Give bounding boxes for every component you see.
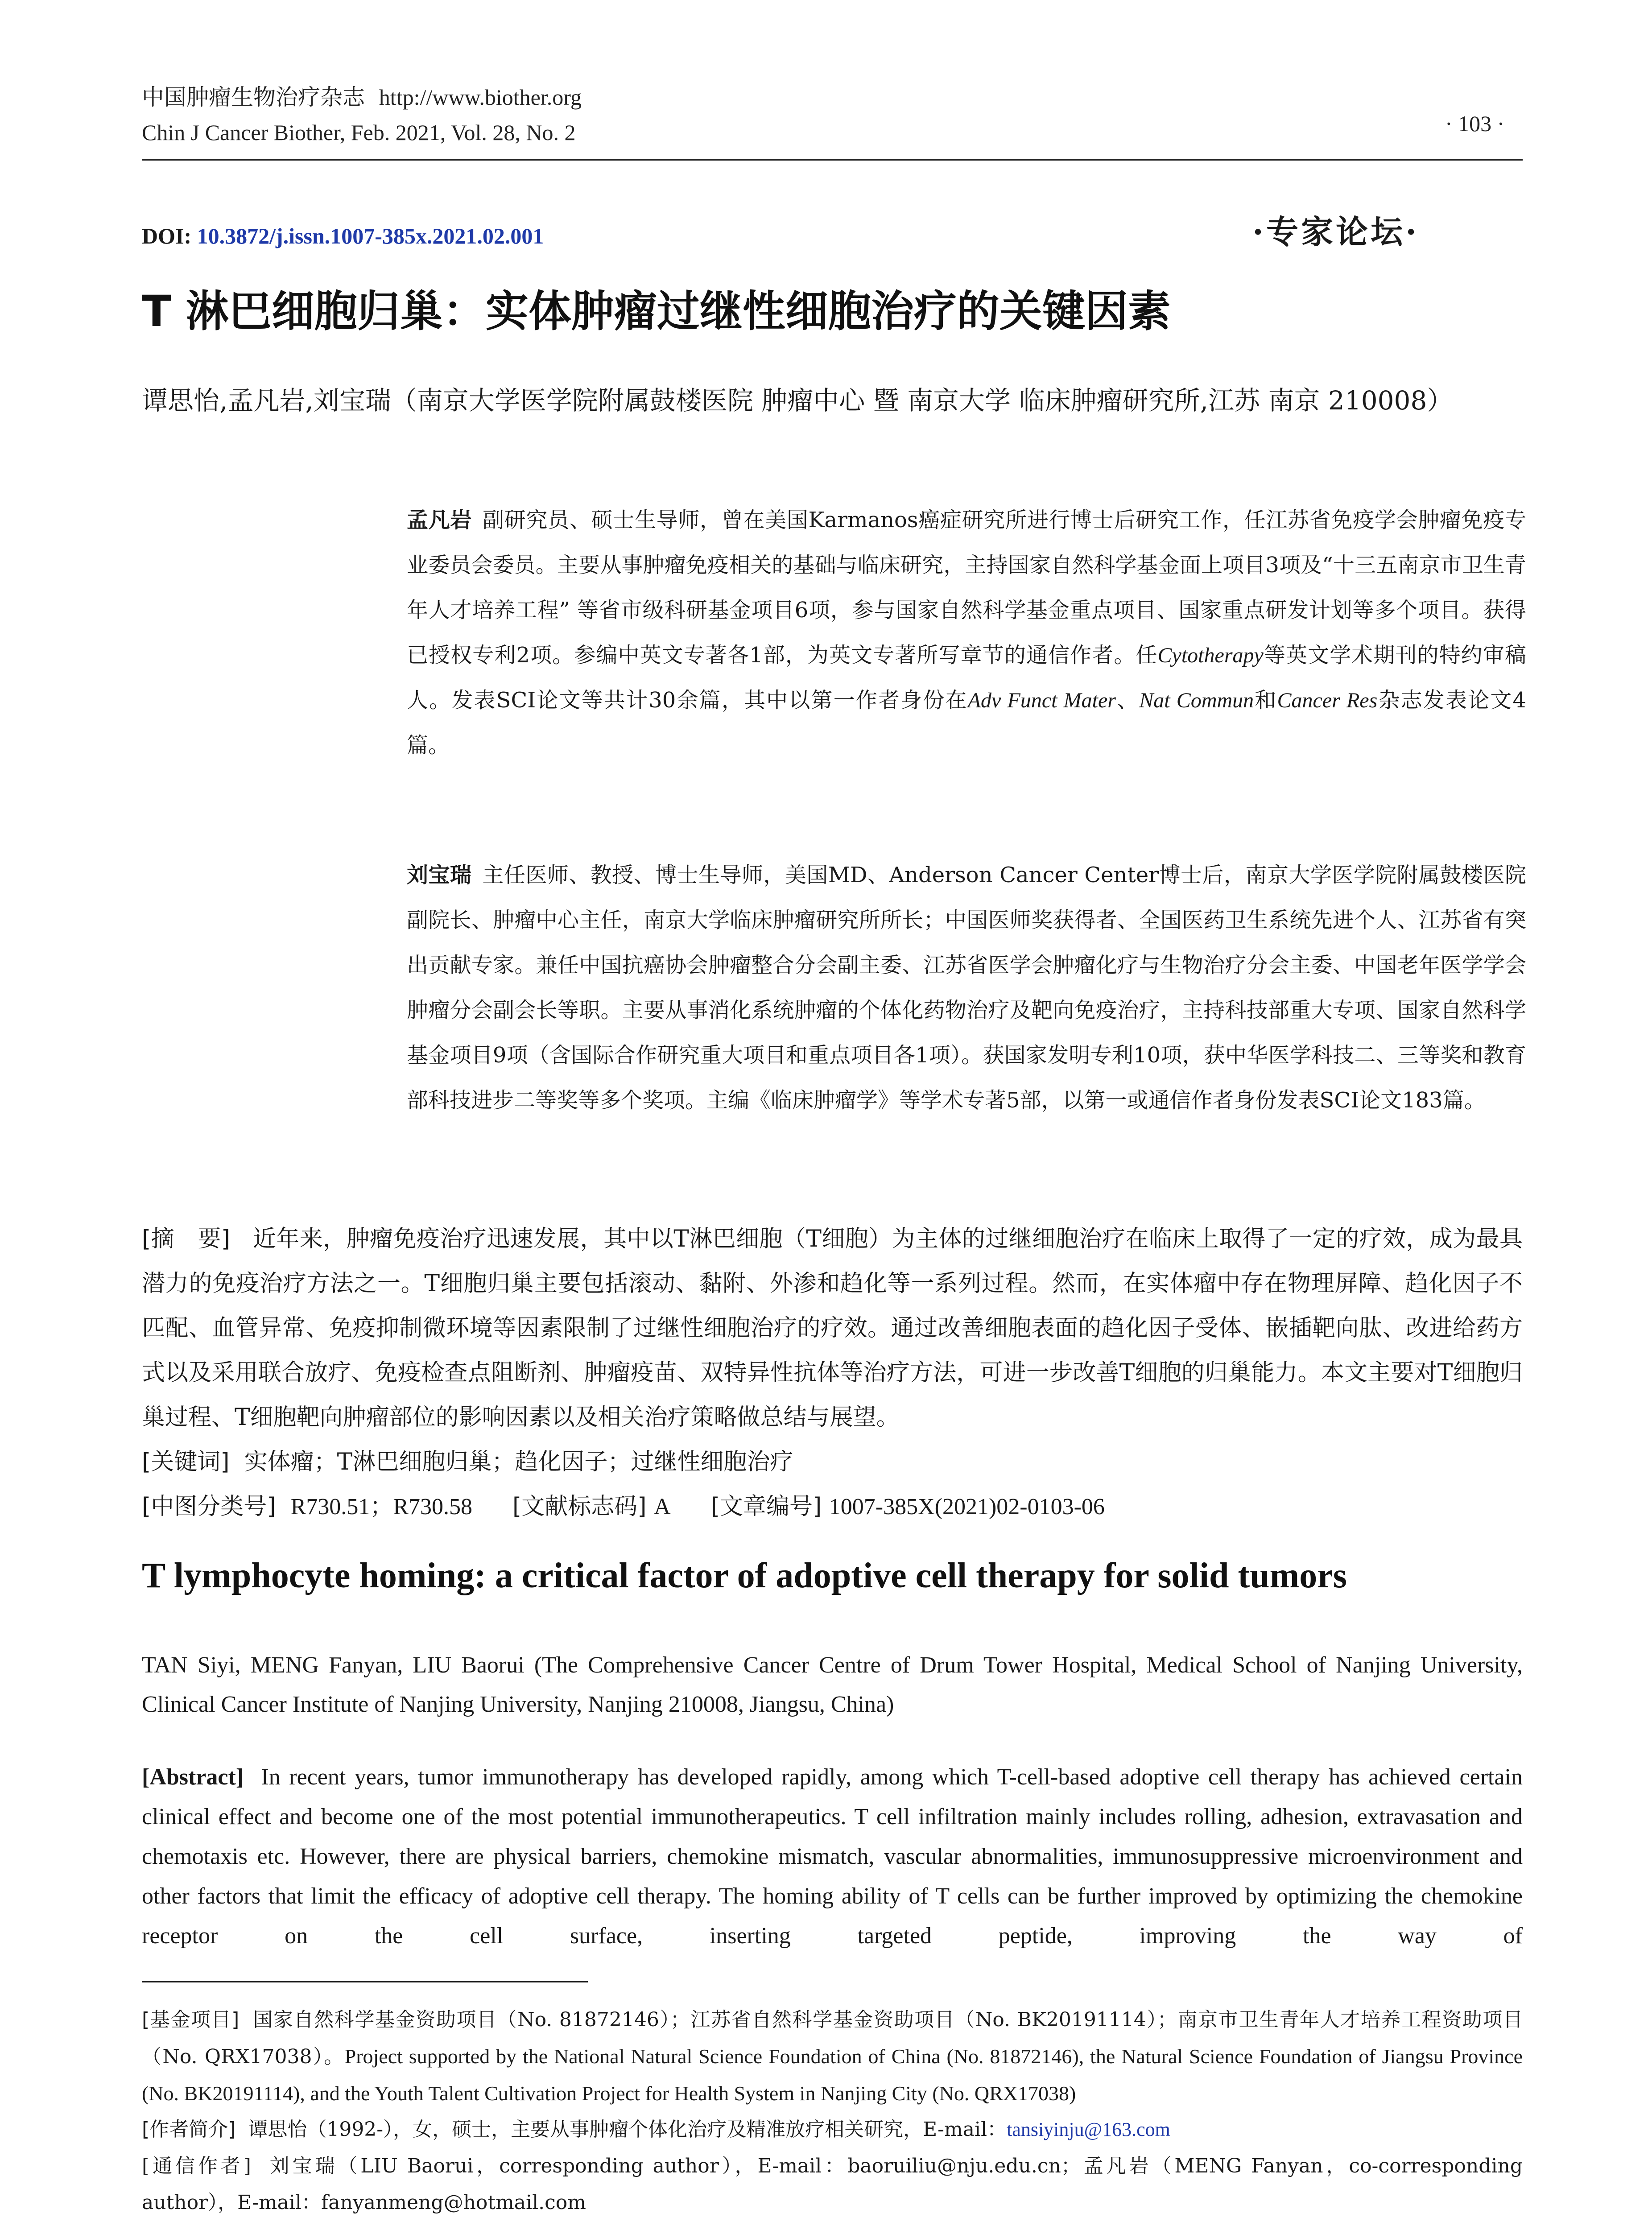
- corresponding-text: 刘宝瑞（LIU Baorui，corresponding author），E-mail：baoruiliu@nju.edu.cn；孟凡岩（MENG Fanyan，co-corresponding author），E-mail：fanyanmeng@hotmail.com: [142, 2155, 1523, 2214]
- author-intro-text: 谭思怡（1992-），女，硕士，主要从事肿瘤个体化治疗及精准放疗相关研究，E-mail：: [248, 2118, 1007, 2141]
- doi-label: DOI:: [142, 223, 192, 248]
- author-intro-label: [作者简介]: [142, 2118, 236, 2141]
- abstract-en-label: [Abstract]: [142, 1764, 244, 1790]
- article-title-cn: T 淋巴细胞归巢：实体肿瘤过继性细胞治疗的关键因素: [142, 286, 1171, 336]
- footnote-rule: [142, 1981, 588, 1982]
- article-number-label: [文章编号]: [710, 1493, 822, 1520]
- journal-header-cn: [142, 79, 582, 112]
- funding-label: [基金项目]: [142, 2008, 240, 2031]
- bio-liu-baorui: 刘宝瑞 主任医师、教授、博士生导师，美国MD、Anderson Cancer Center博士后，南京大学医学院附属鼓楼医院副院长、肿瘤中心主任，南京大学临床肿瘤研究所所长；中国医师奖获得者、全国医药卫生系统先进个人、江苏省有突出贡献专家。兼任中国抗癌协会肿瘤整合分会副主委、江苏省医学会肿瘤化疗与生物治疗分会主委、中国老年医学学会肿瘤分会副会长等职。主要从事消化系统肿瘤的个体化药物治疗及靶向免疫治疗，主持科技部重大专项、国家自然科学基金项目9项（含国际合作研究重大项目和重点项目各1项）。获国家发明专利10项，获中华医学科技二、三等奖和教育部科技进步二等奖等多个奖项。主编《临床肿瘤学》等学术专著5部，以第一或通信作者身份发表SCI论文183篇。: [407, 863, 1526, 1113]
- abstract-label: [摘 要]: [142, 1226, 231, 1252]
- footnote-corresponding: [142, 2148, 1523, 2221]
- page-number: · 103 ·: [1445, 111, 1505, 136]
- journal-header-en: Chin J Cancer Biother, Feb. 2021, Vol. 28, No. 2: [142, 120, 576, 145]
- footnote-funding: [142, 2002, 1523, 2112]
- article-number-value: 1007-385X(2021)02-0103-06: [829, 1494, 1105, 1520]
- footnote-author-intro: [142, 2111, 1523, 2148]
- doi-link[interactable]: 10.3872/j.issn.1007-385x.2021.02.001: [197, 223, 544, 248]
- journal-name-cn: 中国肿瘤生物治疗杂志: [142, 84, 365, 110]
- bio-name: 刘宝瑞: [407, 863, 472, 888]
- funding-text-en: Project supported by the National Natural Science Foundation of China (No. 81872146), the Natural Science Foundation of Jiangsu Province (No. BK20191114), and the Youth Talent Cultivation Project for Health System in Nanjing City (No. QRX17038): [142, 2045, 1523, 2105]
- bio-name: 孟凡岩: [407, 508, 472, 533]
- author-email-link[interactable]: tansiyinju@163.com: [1007, 2118, 1170, 2140]
- corresponding-label: [通信作者]: [142, 2155, 251, 2177]
- abstract-text: 近年来，肿瘤免疫治疗迅速发展，其中以T淋巴细胞（T细胞）为主体的过继细胞治疗在临床上取得了一定的疗效，成为最具潜力的免疫治疗方法之一。T细胞归巢主要包括滚动、黏附、外渗和趋化等一系列过程。然而，在实体瘤中存在物理屏障、趋化因子不匹配、血管异常、免疫抑制微环境等因素限制了过继性细胞治疗的疗效。通过改善细胞表面的趋化因子受体、嵌插靶向肽、改进给药方式以及采用联合放疗、免疫检查点阻断剂、肿瘤疫苗、双特异性抗体等治疗方法，可进一步改善T细胞的归巢能力。本文主要对T细胞归巢过程、T细胞靶向肿瘤部位的影响因素以及相关治疗策略做总结与展望。: [142, 1226, 1523, 1431]
- keywords-text: 实体瘤；T淋巴细胞归巢；趋化因子；过继性细胞治疗: [244, 1449, 793, 1475]
- clc-label: [中图分类号]: [142, 1493, 276, 1520]
- doc-code-label: [文献标志码]: [512, 1493, 647, 1520]
- keywords-label: [关键词]: [142, 1449, 230, 1475]
- authors-affiliation-cn: 谭思怡,孟凡岩,刘宝瑞（南京大学医学院附属鼓楼医院 肿瘤中心 暨 南京大学 临床肿瘤研究所,江苏 南京 210008）: [142, 385, 1453, 416]
- funding-text-cn: 国家自然科学基金资助项目（No. 81872146）；江苏省自然科学基金资助项目（No. BK20191114）；南京市卫生青年人才培养工程资助项目（No. QRX17038）。: [142, 2008, 1523, 2068]
- clc-value: R730.51；R730.58: [290, 1494, 473, 1520]
- abstract-en: [142, 1757, 1523, 1956]
- abstract-en-text: In recent years, tumor immunotherapy has developed rapidly, among which T-cell-based adoptive cell therapy has achieved certain clinical effect and become one of the most potential immunotherapeutics. T cell infiltration mainly includes rolling, adhesion, extravasation and chemotaxis etc. However, there are physical barriers, chemokine mismatch, vascular abnormalities, immunosuppressive microenvironment and other factors that limit the efficacy of adoptive cell therapy. The homing ability of T cells can be further improved by optimizing the chemokine receptor on the cell surface, inserting targeted peptide, improving the way of: [142, 1764, 1523, 1949]
- authors-affiliation-en: TAN Siyi, MENG Fanyan, LIU Baorui (The Comprehensive Cancer Centre of Drum Tower Hospital, Medical School of Nanjing University, Clinical Cancer Institute of Nanjing University, Nanjing 210008, Jiangsu, China): [142, 1652, 1523, 1717]
- column-tag: ·专家论坛·: [1252, 213, 1420, 251]
- classification-row: [142, 1484, 1523, 1529]
- journal-url[interactable]: http://www.biother.org: [379, 85, 582, 110]
- article-title-en: T lymphocyte homing: a critical factor of adoptive cell therapy for solid tumors: [142, 1556, 1347, 1595]
- doc-code-value: A: [654, 1494, 671, 1520]
- abstract-cn: [142, 1217, 1523, 1440]
- bio-meng-fanyan: 孟凡岩 副研究员、硕士生导师，曾在美国Karmanos癌症研究所进行博士后研究工作，任江苏省免疫学会肿瘤免疫专业委员会委员。主要从事肿瘤免疫相关的基础与临床研究，主持国家自然科学基金面上项目3项及“十三五南京市卫生青年人才培养工程” 等省市级科研基金项目6项，参与国家自然科学基金重点项目、国家重点研发计划等多个项目。获得已授权专利2项。参编中英文专著各1部，为英文专著所写章节的通信作者。任Cytotherapy等英文学术期刊的特约审稿人。发表SCI论文等共计30余篇，其中以第一作者身份在Adv Funct Mater、Nat Commun和Cancer Res杂志发表论文4篇。: [407, 508, 1526, 758]
- doi-line: [142, 223, 544, 249]
- keywords-cn: [142, 1440, 1523, 1484]
- header-rule: [142, 159, 1523, 161]
